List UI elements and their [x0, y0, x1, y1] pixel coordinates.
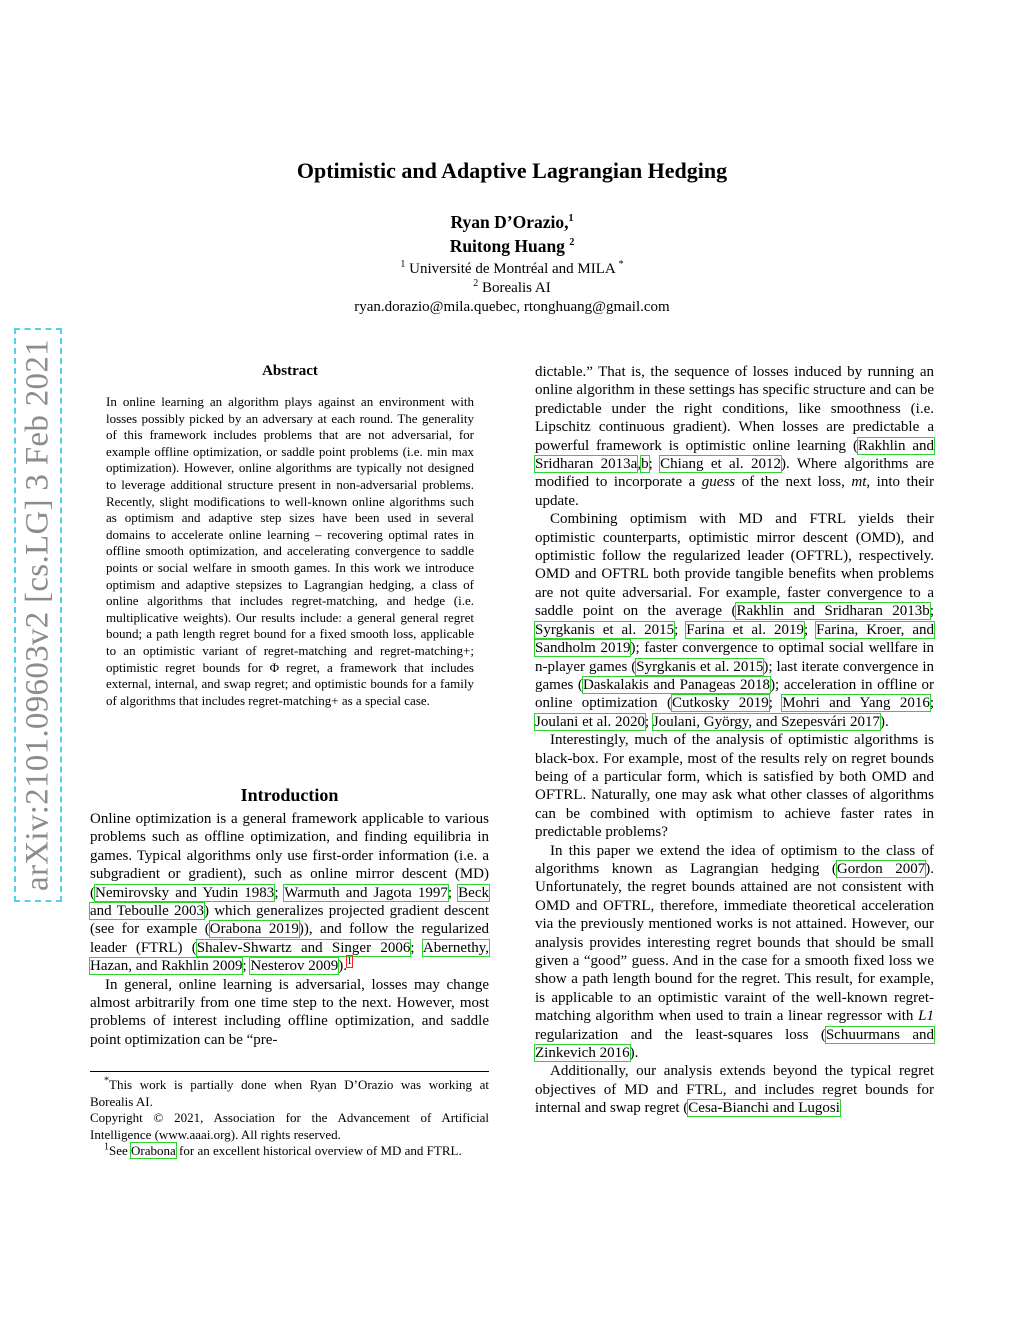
affiliation-text: Borealis AI — [482, 280, 551, 296]
author-emails: ryan.dorazio@mila.quebec, rtonghuang@gmail.com — [354, 299, 670, 315]
author-1 — [0, 212, 1024, 233]
affiliation-text: Université de Montréal and MILA — [409, 261, 615, 277]
citation-link[interactable]: Joulani et al. 2020 — [535, 713, 645, 730]
author-2 — [0, 236, 1024, 257]
footnote-1: $^1$See Orabona for an excellent historical overview of MD and FTRL. — [104, 1141, 462, 1158]
citation-link[interactable]: Nesterov 2009 — [250, 958, 339, 975]
citation-link[interactable]: Rakhlin and Sridharan 2013b — [736, 603, 930, 620]
citation-link[interactable]: Syrgkanis et al. 2015 — [535, 621, 675, 638]
citation-link[interactable]: Orabona 2019 — [209, 921, 299, 938]
introduction-right-column — [535, 363, 934, 1118]
citation-link[interactable]: Syrgkanis et al. 2015 — [636, 658, 764, 675]
right-paragraph-2: Combining optimism with MD and FTRL yields their optimistic counterparts, optimistic mirror descent (OMD), and optimistic follow the regularized leader (OFTRL), respectively. OMD and OFTRL both provide tangible benefits when problems are not quite adversarial. For example, faster convergence to a saddle point on the average (Rakhlin and Sridharan 2013b; Syrgkanis et al. 2015; Farina et al. 2019; Farina, Kroer, and Sandholm 2019); faster convergence to optimal social wellfare in n-player games (Syrgkanis et al. 2015); last iterate convergence in games (Daskalakis and Panageas 2018); acceleration in offline or online optimization (Cutkosky 2019; Mohri and Yang 2016; Joulani et al. 2020; Joulani, György, and Szepesvári 2017). — [535, 511, 935, 730]
citation-link[interactable]: Cesa-Bianchi and Lugosi — [688, 1100, 840, 1117]
copyright-notice: Copyright © 2021, Association for the Advancement of Artificial Intelligence (www.aaai.org). All rights reserved. — [90, 1110, 489, 1142]
intro-paragraph-1: Online optimization is a general framework applicable to various problems such as offline optimization, and finding equilibria in games. Typical algorithms only use first-order information (i.e. a subgradient or gradient), such as online mirror descent (MD) (Nemirovsky and Yudin 1983; Warmuth and Jagota 1997; Beck and Teboulle 2003) which generalizes projected gradient descent (see for example (Orabona 2019)), and follow the regularized leader (FTRL) (Shalev-Shwartz and Singer 2006; Abernethy, Hazan, and Rakhlin 2009; Nesterov 2009).$^1$ — [90, 811, 490, 975]
paper-title: Optimistic and Adaptive Lagrangian Hedging — [296, 158, 728, 183]
affiliation-1 — [0, 261, 1024, 278]
footnote-affiliation: *This work is partially done when Ryan D’Orazio was working at Borealis AI. — [90, 1075, 489, 1109]
right-paragraph-4: In this paper we extend the idea of optimism to the class of algorithms known as Lagrangian hedging (Gordon 2007). Unfortunately, the regret bounds attained are not consistent with OMD and OFTRL, therefore, immediate theoretical acceleration via the previously mentioned works is not attained. However, our analysis provides interesting regret bounds that should be small given a “good” guess. And in the case for a smooth fixed loss we show a path length bound for the regret. This result, for example, is applicable to an optimistic varaint of the well-known regret-matching algorithm when used to train a linear regressor with L1 regularization and the least-squares loss (Schuurmans and Zinkevich 2016). — [535, 842, 935, 1062]
footnotes — [90, 1071, 489, 1160]
affiliation-mark: 2 — [473, 278, 479, 289]
author-mark: 1 — [568, 213, 574, 225]
emphasis: guess — [701, 474, 736, 491]
right-paragraph-3: Interestingly, much of the analysis of optimistic algorithms is black-box. For example, most of the results rely on regret bounds being of a particular form, which is satisfied by both OMD and OFTRL. Naturally, one may ask what other classes of algorithms can be combined with optimism to achieve faster rates in predictable problems? — [535, 732, 934, 841]
citation-link[interactable]: Shalev-Shwartz and Singer 2006 — [196, 939, 411, 956]
intro-paragraph-2: In general, online learning is adversarial, losses may change almost arbitrarily from one time step to the next. However, most problems of interest including offline optimization, and saddle point optimization can be “pre- — [90, 976, 489, 1048]
arxiv-identifier: arXiv:2101.09603v2 [cs.LG] 3 Feb 2021 — [19, 339, 56, 891]
affiliation-note: * — [618, 259, 624, 270]
citation-link[interactable]: Orabona — [131, 1143, 176, 1158]
math-symbol: mt — [851, 474, 867, 491]
citation-link[interactable]: Beck and Teboulle 2003 — [90, 884, 489, 920]
right-paragraph-5: Additionally, our analysis extends beyond the typical regret objectives of MD and FTRL, and includes regret bounds for internal and swap regret (Cesa-Bianchi and Lugosi — [535, 1063, 934, 1117]
affiliation-2 — [0, 280, 1024, 297]
citation-link[interactable]: Schuurmans and Zinkevich 2016 — [535, 1026, 934, 1062]
abstract-text: In online learning an algorithm plays against an environment with losses possibly picked by an adversary at each round. The generality of this framework includes problems that are not adversarial, for example offline optimization, or saddle point problems (i.e. min max optimization). However, online algorithms are typically not designed to leverage additional structure present in non-adversarial problems. Recently, slight modifications to well-known online algorithms such as optimism and adaptive step sizes have been used in several domains to accelerate online learning – recovering optimal rates in offline smooth optimization, and accelerating convergence to saddle points or social welfare in smooth games. In this work we introduce optimism and adaptive stepsizes to Lagrangian hedging, a class of online algorithms that includes regret-matching, and hedge (i.e. multiplicative weights). Our results include: a general general regret bound; a path length regret bound for a fixed smooth loss, applicable to an optimistic variant of regret-matching and regret-matching+; optimistic regret bounds for Φ regret, a framework that includes external, internal, and swap regret; and optimistic bounds for a family of algorithms that includes regret-matching+ as a special case. — [106, 394, 474, 708]
abstract-heading: Abstract — [262, 363, 318, 379]
citation-link[interactable]: Abernethy, Hazan, and Rakhlin 2009 — [90, 939, 490, 975]
right-paragraph-1: dictable.” That is, the sequence of losses induced by running an online algorithm in these settings has specific structure and can be predictable under the right conditions, like smoothness (i.e. Lipschitz continuous gradient). When losses are predictable a powerful framework is optimistic online learning (Rakhlin and Sridharan 2013a,b; Chiang et al. 2012). Where algorithms are modified to incorporate a guess of the next loss, mt, into their update. — [535, 364, 935, 509]
citation-link[interactable]: Nemirovsky and Yudin 1983 — [95, 884, 275, 901]
affiliation-mark: 1 — [400, 259, 406, 270]
footnote-link[interactable]: 1 — [347, 956, 353, 968]
citation-link[interactable]: Chiang et al. 2012 — [660, 456, 781, 473]
citation-link[interactable]: Mohri and Yang 2016 — [782, 695, 930, 712]
citation-link[interactable]: Gordon 2007 — [836, 860, 926, 877]
citation-link[interactable]: Cutkosky 2019 — [671, 695, 769, 712]
citation-link[interactable]: Warmuth and Jagota 1997 — [284, 884, 448, 901]
footnote-rule — [90, 1071, 180, 1072]
citation-link[interactable]: b — [641, 456, 649, 473]
citation-link[interactable]: Farina et al. 2019 — [686, 621, 804, 638]
author-name: Ruitong Huang — [449, 236, 565, 256]
introduction-heading: Introduction — [240, 785, 339, 805]
introduction-left-column — [90, 810, 489, 1049]
author-mark: 2 — [569, 237, 575, 249]
citation-link[interactable]: Daskalakis and Panageas 2018 — [582, 676, 771, 693]
citation-link[interactable]: Joulani, György, and Szepesvári 2017 — [652, 713, 880, 730]
math-symbol: L1 — [918, 1008, 934, 1025]
author-name: Ryan D’Orazio, — [450, 212, 569, 232]
citation-link[interactable]: Rakhlin and Sridharan 2013a — [535, 437, 935, 473]
citation-link[interactable]: Farina, Kroer, and Sandholm 2019 — [535, 621, 934, 657]
